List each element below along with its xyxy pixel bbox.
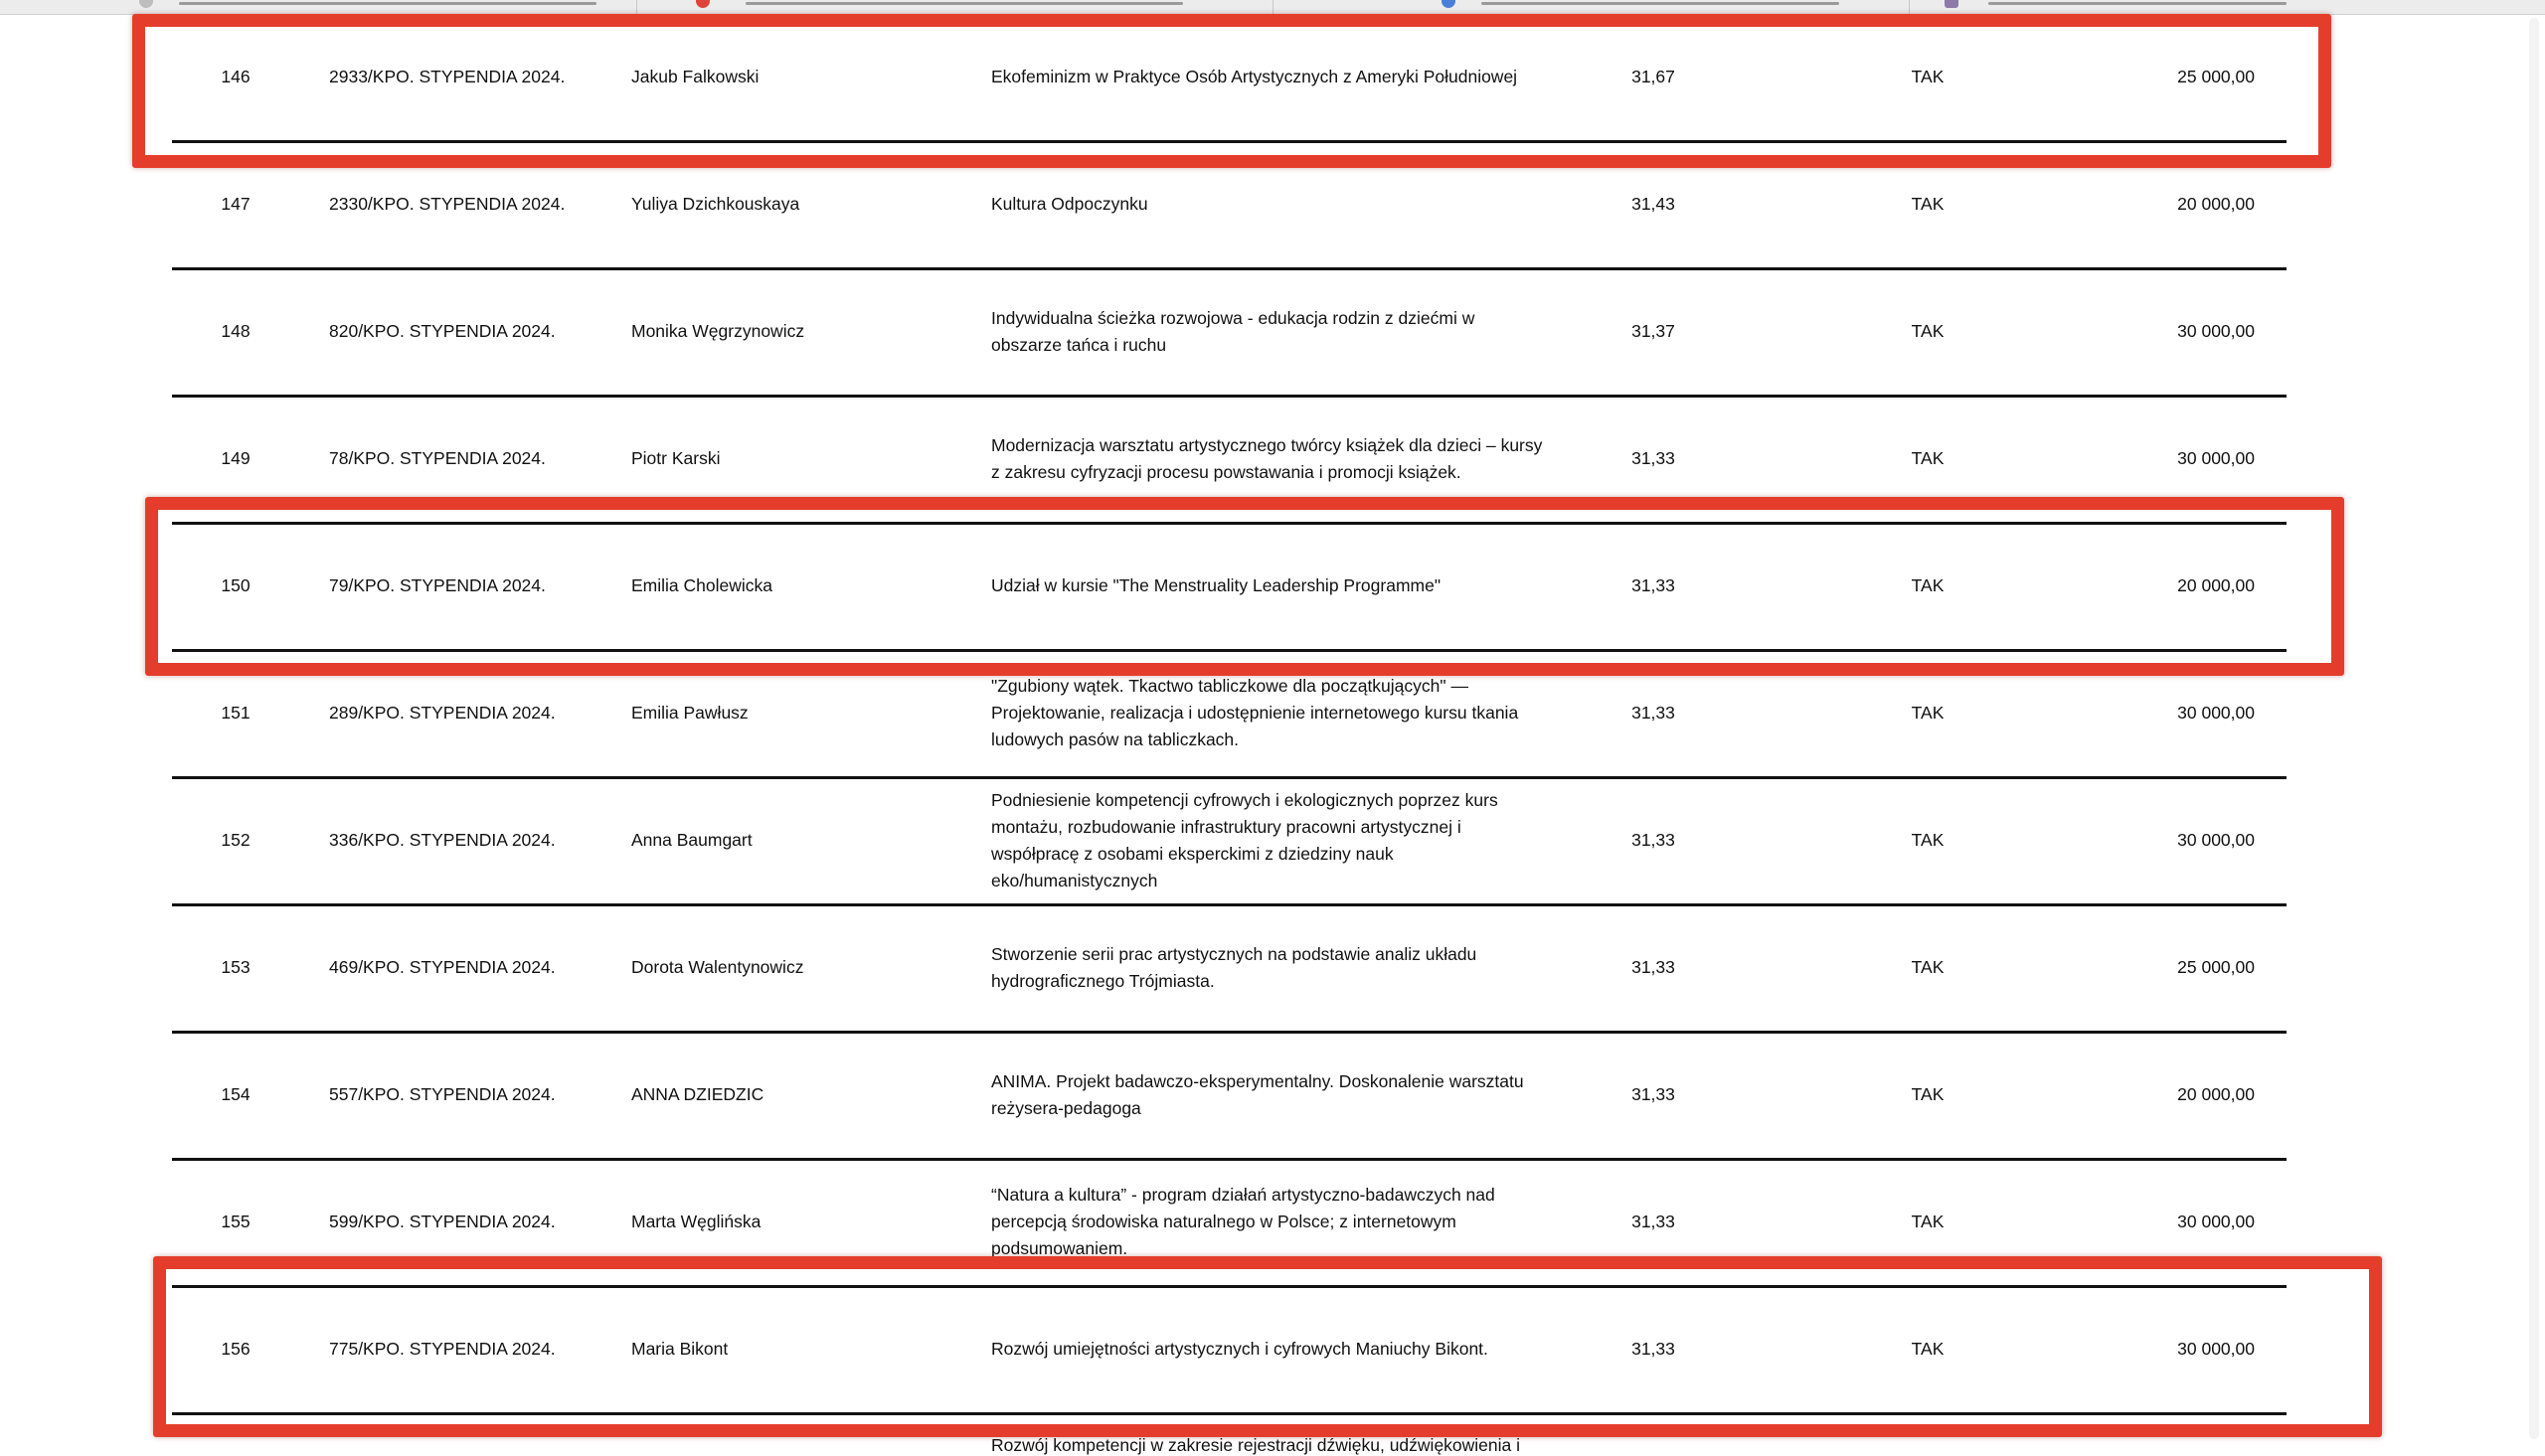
- amount: 30 000,00: [2177, 448, 2255, 468]
- application-id: 289/KPO. STYPENDIA 2024.: [329, 703, 556, 723]
- tab-favicon-icon: [1945, 0, 1958, 8]
- amount: 25 000,00: [2177, 957, 2255, 977]
- tab-title-placeholder: [746, 2, 1183, 5]
- status: TAK: [1911, 957, 1945, 977]
- row-number: 156: [221, 1339, 251, 1359]
- row-number: 146: [221, 67, 251, 86]
- row-number: 148: [221, 321, 251, 341]
- browser-tab[interactable]: [1272, 0, 1910, 14]
- tab-title-placeholder: [1988, 2, 2287, 5]
- score: 31,33: [1631, 957, 1675, 977]
- project-title: Ekofeminizm w Praktyce Osób Artystycznych z Ameryki Południowej: [991, 67, 1518, 86]
- cut-off-next-row-text: Rozwój kompetencji w zakresie rejestracji dźwięku, udźwiękowienia i: [991, 1435, 1521, 1455]
- browser-tab-strip: [0, 0, 2545, 15]
- browser-tab[interactable]: [1909, 0, 2545, 14]
- tab-title-placeholder: [1481, 2, 1839, 5]
- application-id: 557/KPO. STYPENDIA 2024.: [329, 1084, 556, 1104]
- browser-tab[interactable]: [0, 0, 637, 14]
- project-title: “Natura a kultura” - program działań artystyczno-badawczych nad percepcją środowiska naturalnego w Polsce; z internetowym podsumowaniem.: [991, 1185, 1495, 1258]
- highlight-box-row-150: [145, 497, 2344, 676]
- application-id: 820/KPO. STYPENDIA 2024.: [329, 321, 556, 341]
- status: TAK: [1911, 1339, 1945, 1359]
- score: 31,33: [1631, 830, 1675, 850]
- project-title: ANIMA. Projekt badawczo-eksperymentalny. Doskonalenie warsztatu reżysera-pedagoga: [991, 1070, 1524, 1118]
- row-number: 149: [221, 448, 251, 468]
- amount: 20 000,00: [2177, 194, 2255, 214]
- row-number: 151: [221, 703, 251, 723]
- highlight-box-row-156: [153, 1256, 2382, 1437]
- applicant-name: ANNA DZIEDZIC: [631, 1084, 764, 1104]
- project-title: Indywidualna ścieżka rozwojowa - edukacja rodzin z dziećmi w obszarze tańca i ruchu: [991, 307, 1475, 355]
- tab-favicon-icon: [696, 0, 710, 8]
- applicant-name: Jakub Falkowski: [631, 67, 760, 86]
- score: 31,33: [1631, 575, 1675, 595]
- applicant-name: Maria Bikont: [631, 1339, 729, 1359]
- application-id: 336/KPO. STYPENDIA 2024.: [329, 830, 556, 850]
- amount: 30 000,00: [2177, 703, 2255, 723]
- tab-favicon-icon: [139, 0, 153, 8]
- application-id: 79/KPO. STYPENDIA 2024.: [329, 575, 546, 595]
- tab-title-placeholder: [179, 2, 596, 5]
- row-number: 155: [221, 1212, 251, 1231]
- row-number: 150: [221, 575, 251, 595]
- score: 31,33: [1631, 448, 1675, 468]
- status: TAK: [1911, 321, 1945, 341]
- row-number: 154: [221, 1084, 251, 1104]
- row-number: 152: [221, 830, 251, 850]
- amount: 30 000,00: [2177, 830, 2255, 850]
- applicant-name: Yuliya Dzichkouskaya: [631, 194, 800, 214]
- project-title: Modernizacja warsztatu artystycznego twórcy książek dla dzieci – kursy z zakresu cyfryzacji procesu powstawania i promocji książek.: [991, 434, 1543, 482]
- table-row: [172, 904, 2287, 1034]
- project-title: Rozwój umiejętności artystycznych i cyfrowych Maniuchy Bikont.: [991, 1339, 1488, 1359]
- status: TAK: [1911, 448, 1945, 468]
- status: TAK: [1911, 194, 1945, 214]
- applicant-name: Emilia Pawłusz: [631, 703, 749, 723]
- applicant-name: Monika Węgrzynowicz: [631, 321, 805, 341]
- status: TAK: [1911, 1212, 1945, 1231]
- highlight-box-row-146: [132, 14, 2331, 168]
- applicant-name: Emilia Cholewicka: [631, 575, 772, 595]
- application-id: 599/KPO. STYPENDIA 2024.: [329, 1212, 556, 1231]
- application-id: 469/KPO. STYPENDIA 2024.: [329, 957, 556, 977]
- score: 31,37: [1631, 321, 1675, 341]
- amount: 30 000,00: [2177, 1339, 2255, 1359]
- status: TAK: [1911, 67, 1945, 86]
- score: 31,33: [1631, 1339, 1675, 1359]
- amount: 25 000,00: [2177, 67, 2255, 86]
- row-number: 147: [221, 194, 251, 214]
- applicant-name: Anna Baumgart: [631, 830, 753, 850]
- amount: 30 000,00: [2177, 321, 2255, 341]
- row-number: 153: [221, 957, 251, 977]
- score: 31,43: [1631, 194, 1675, 214]
- applicant-name: Dorota Walentynowicz: [631, 957, 804, 977]
- applicant-name: Piotr Karski: [631, 448, 721, 468]
- browser-tab[interactable]: [636, 0, 1273, 14]
- status: TAK: [1911, 703, 1945, 723]
- project-title: Kultura Odpoczynku: [991, 194, 1148, 214]
- application-id: 775/KPO. STYPENDIA 2024.: [329, 1339, 556, 1359]
- amount: 20 000,00: [2177, 1084, 2255, 1104]
- applicant-name: Marta Węglińska: [631, 1212, 762, 1231]
- status: TAK: [1911, 575, 1945, 595]
- project-title: Podniesienie kompetencji cyfrowych i ekologicznych poprzez kurs montażu, rozbudowanie infrastruktury pracowni artystycznej i współpracę z osobami eksperckimi z dziedziny nauk eko/humanistycznych: [991, 789, 1498, 890]
- table-row: [172, 777, 2287, 906]
- amount: 30 000,00: [2177, 1212, 2255, 1231]
- tab-favicon-icon: [1442, 0, 1455, 8]
- score: 31,33: [1631, 1084, 1675, 1104]
- vertical-scrollbar[interactable]: [2529, 18, 2539, 1439]
- project-title: Stworzenie serii prac artystycznych na podstawie analiz układu hydrograficznego Trójmiasta.: [991, 943, 1477, 991]
- status: TAK: [1911, 1084, 1945, 1104]
- table-row: [172, 268, 2287, 398]
- project-title: "Zgubiony wątek. Tkactwo tabliczkowe dla początkujących" — Projektowanie, realizacja i udostępnienie internetowego kursu tkania ludowych pasów na tabliczkach.: [991, 676, 1519, 749]
- status: TAK: [1911, 830, 1945, 850]
- application-id: 2330/KPO. STYPENDIA 2024.: [329, 194, 566, 214]
- project-title: Udział w kursie "The Menstruality Leadership Programme": [991, 575, 1442, 595]
- score: 31,33: [1631, 703, 1675, 723]
- score: 31,67: [1631, 67, 1675, 86]
- amount: 20 000,00: [2177, 575, 2255, 595]
- application-id: 2933/KPO. STYPENDIA 2024.: [329, 67, 566, 86]
- score: 31,33: [1631, 1212, 1675, 1231]
- table-row: [172, 1032, 2287, 1161]
- application-id: 78/KPO. STYPENDIA 2024.: [329, 448, 546, 468]
